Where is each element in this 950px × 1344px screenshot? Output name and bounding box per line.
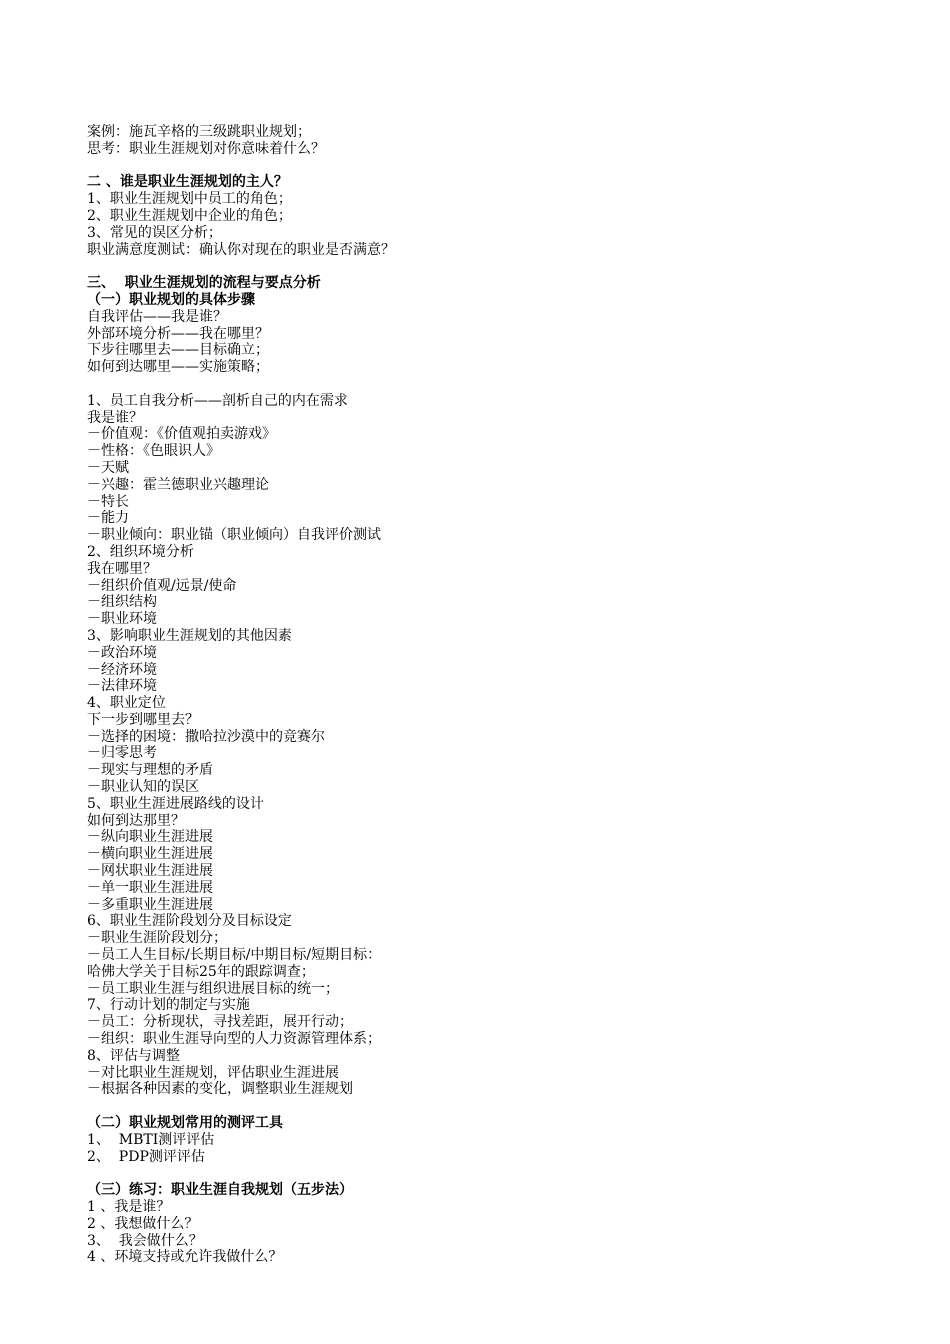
- document-body: [87, 124, 887, 1266]
- text-line: －特长: [87, 493, 129, 510]
- blank-line: [87, 158, 887, 175]
- text-line: －职业认知的误区: [87, 779, 199, 796]
- text-line: 1 、我是谁？: [87, 1199, 171, 1215]
- blank-line: [87, 376, 887, 393]
- section-heading: （三）练习：职业生涯自我规划（五步法）: [87, 1182, 353, 1199]
- text-line: 1、职业生涯规划中员工的角色；: [87, 191, 292, 208]
- section-heading: （一）职业规划的具体步骤: [87, 291, 255, 308]
- text-line: 如何到达那里？: [87, 812, 185, 829]
- text-line: －员工人生目标/长期目标/中期目标/短期目标：: [87, 947, 382, 964]
- text-line: －组织：职业生涯导向型的人力资源管理体系；: [87, 1031, 381, 1048]
- text-line: －员工：分析现状，寻找差距，展开行动；: [87, 1014, 353, 1031]
- text-line: 职业满意度测试：确认你对现在的职业是否满意？: [87, 241, 395, 258]
- text-line: 思考：职业生涯规划对你意味着什么？: [87, 140, 325, 157]
- text-line: 3、影响职业生涯规划的其他因素: [87, 627, 292, 644]
- text-line: 1、员工自我分析——剖析自己的内在需求: [87, 392, 348, 409]
- text-line: －选择的困境：撒哈拉沙漠中的竞赛尔: [87, 728, 325, 745]
- text-line: －职业环境: [87, 611, 157, 628]
- text-line: －兴趣：霍兰德职业兴趣理论: [87, 476, 269, 493]
- text-line: 哈佛大学关于目标25年的跟踪调查；: [87, 963, 315, 980]
- section-heading: （二）职业规划常用的测评工具: [87, 1115, 283, 1132]
- text-line: 3、 我会做什么？: [87, 1232, 203, 1249]
- blank-line: [87, 1165, 887, 1182]
- text-line: 如何到达哪里——实施策略；: [87, 359, 269, 376]
- text-line: －组织价值观/远景/使命: [87, 577, 237, 594]
- text-line: 外部环境分析——我在哪里？: [87, 325, 269, 342]
- text-line: 2、组织环境分析: [87, 543, 194, 560]
- text-line: －单一职业生涯进展: [87, 879, 213, 896]
- blank-line: [87, 1098, 887, 1115]
- text-line: －对比职业生涯规划，评估职业生涯进展: [87, 1064, 339, 1081]
- text-line: 6、职业生涯阶段划分及目标设定: [87, 913, 292, 930]
- text-line: －组织结构: [87, 594, 157, 611]
- text-line: －职业倾向：职业锚（职业倾向）自我评价测试: [87, 527, 381, 544]
- text-line: －经济环境: [87, 661, 157, 678]
- text-line: －能力: [87, 510, 129, 527]
- text-line: －归零思考: [87, 745, 157, 762]
- text-line: 5、职业生涯进展路线的设计: [87, 795, 264, 812]
- text-line: 2 、我想做什么？: [87, 1215, 199, 1232]
- section-heading: 二 、谁是职业生涯规划的主人？: [87, 174, 288, 191]
- text-line: －现实与理想的矛盾: [87, 762, 213, 779]
- text-line: －根据各种因素的变化，调整职业生涯规划: [87, 1081, 353, 1098]
- text-line: －政治环境: [87, 644, 157, 661]
- text-line: －员工职业生涯与组织进展目标的统一；: [87, 980, 339, 997]
- text-line: －法律环境: [87, 678, 157, 695]
- text-line: 下步往哪里去——目标确立；: [87, 342, 269, 359]
- text-line: 8、评估与调整: [87, 1047, 180, 1064]
- text-line: 2、 PDP测评评估: [87, 1148, 205, 1165]
- text-line: －职业生涯阶段划分；: [87, 930, 227, 947]
- text-line: 4、职业定位: [87, 695, 166, 712]
- text-line: －天赋: [87, 459, 129, 476]
- text-line: －网状职业生涯进展: [87, 863, 213, 880]
- text-line: 自我评估——我是谁？: [87, 308, 227, 325]
- text-line: －纵向职业生涯进展: [87, 829, 213, 846]
- text-line: 4 、环境支持或允许我做什么？: [87, 1249, 283, 1266]
- text-line: 案例：施瓦辛格的三级跳职业规划；: [87, 124, 311, 140]
- text-line: －性格：《色眼识人》: [87, 443, 220, 460]
- text-line: 我在哪里？: [87, 560, 157, 577]
- text-line: 我是谁？: [87, 409, 143, 426]
- blank-line: [87, 258, 887, 275]
- section-heading: 三、 职业生涯规划的流程与要点分析: [87, 275, 321, 292]
- text-line: 2、职业生涯规划中企业的角色；: [87, 207, 292, 224]
- text-line: 3、常见的误区分析；: [87, 224, 222, 241]
- text-line: －价值观：《价值观拍卖游戏》: [87, 426, 276, 443]
- text-line: －横向职业生涯进展: [87, 846, 213, 863]
- text-line: 下一步到哪里去？: [87, 711, 199, 728]
- text-line: 7、行动计划的制定与实施: [87, 997, 250, 1014]
- text-line: 1、 MBTI测评评估: [87, 1131, 215, 1148]
- text-line: －多重职业生涯进展: [87, 896, 213, 913]
